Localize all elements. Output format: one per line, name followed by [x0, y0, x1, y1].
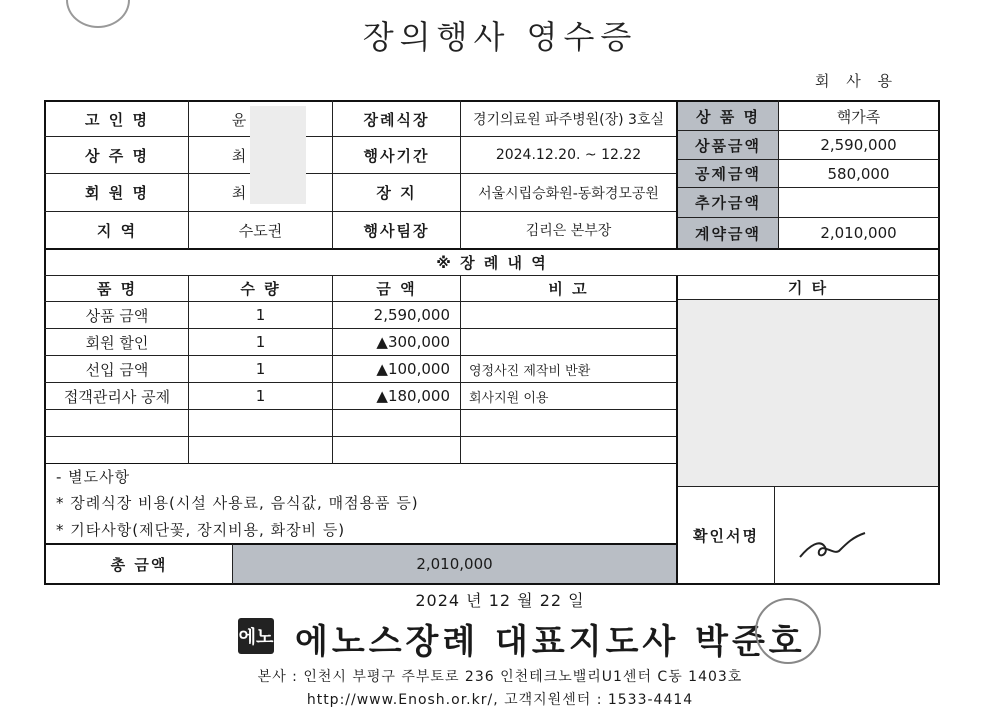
col-line — [774, 486, 775, 584]
header-qty: 수 량 — [240, 280, 281, 298]
seal-stamp — [755, 598, 821, 664]
note-line: * 기타사항(제단꽃, 장지비용, 화장비 등) — [56, 521, 346, 539]
label-deduction: 공제금액 — [678, 160, 778, 187]
value-event-period: 2024.12.20. ~ 12.22 — [495, 147, 642, 163]
detail-note — [461, 329, 676, 355]
detail-qty: 1 — [255, 306, 266, 324]
label-member: 회 원 명 — [85, 184, 149, 202]
value-funeral-hall: 경기의료원 파주병원(장) 3호실 — [472, 112, 665, 128]
label-funeral-hall: 장례식장 — [363, 110, 430, 129]
detail-qty: 1 — [255, 387, 266, 405]
value-chief-mourner: 최 — [231, 146, 247, 165]
section-line — [44, 463, 676, 464]
document-title: 장의행사 영수증 — [362, 18, 638, 56]
company-name: 에노스장례 대표지도사 박준호 — [295, 622, 806, 662]
total-label: 총 금액 — [110, 555, 168, 574]
value-product: 핵가족 — [836, 107, 881, 126]
detail-item: 접객관리사 공제 — [63, 387, 171, 406]
label-burial-site: 장 지 — [376, 184, 417, 202]
header-note: 비 고 — [548, 280, 589, 298]
header-etc: 기 타 — [787, 279, 829, 297]
header-amount: 금 액 — [376, 280, 417, 298]
label-additional: 추가금액 — [678, 188, 778, 217]
detail-qty: 1 — [255, 333, 266, 351]
value-additional — [779, 188, 938, 217]
detail-item: 상품 금액 — [85, 306, 149, 325]
value-member: 최 — [231, 184, 247, 202]
label-chief-mourner: 상 주 명 — [85, 146, 149, 165]
value-burial-site: 서울시립승화원-동화경모공원 — [478, 185, 659, 202]
company-contact: http://www.Enosh.or.kr/, 고객지원센터 : 1533-4414 — [306, 692, 694, 708]
label-team-leader: 행사팀장 — [363, 221, 430, 240]
value-product-amount: 2,590,000 — [820, 136, 897, 154]
label-region: 지 역 — [96, 221, 138, 240]
detail-amount: 2,590,000 — [373, 306, 450, 324]
header-item: 품 명 — [96, 280, 138, 298]
detail-amount: ▲180,000 — [376, 387, 450, 405]
detail-note — [461, 302, 676, 328]
detail-amount: ▲100,000 — [376, 360, 450, 378]
label-deceased: 고 인 명 — [85, 110, 149, 129]
label-event-period: 행사기간 — [363, 146, 430, 165]
detail-note: 영정사진 제작비 반환 — [469, 363, 591, 379]
table-border-bottom — [44, 583, 940, 585]
detail-item: 선입 금액 — [85, 360, 149, 379]
issue-date: 2024 년 12 월 22 일 — [415, 591, 585, 610]
table-border-right — [938, 100, 940, 584]
section-title: ※ 장 례 내 역 — [436, 254, 548, 272]
note-line: - 별도사항 — [56, 468, 131, 486]
value-team-leader: 김리은 본부장 — [525, 223, 612, 239]
value-deduction: 580,000 — [827, 164, 890, 183]
row-line — [44, 436, 676, 437]
row-line — [44, 409, 676, 410]
total-value: 2,010,000 — [233, 545, 676, 583]
detail-item: 회원 할인 — [85, 333, 149, 352]
note-line: * 장례식장 비용(시설 사용료, 음식값, 매점용품 등) — [56, 494, 419, 512]
signature-image — [795, 525, 875, 565]
detail-note: 회사지원 이용 — [469, 390, 549, 406]
value-region: 수도권 — [238, 221, 283, 240]
redacted-block — [678, 300, 938, 486]
company-logo: 에노 — [238, 618, 274, 654]
detail-amount: ▲300,000 — [376, 333, 450, 351]
label-product: 상 품 명 — [678, 102, 778, 130]
detail-qty: 1 — [255, 360, 266, 378]
label-product-amount: 상품금액 — [678, 131, 778, 159]
redacted-block — [250, 106, 306, 204]
confirm-signature-label: 확인서명 — [693, 526, 759, 545]
label-contract-amount: 계약금액 — [678, 218, 778, 248]
value-contract-amount: 2,010,000 — [820, 224, 897, 242]
copy-label: 회 사 용 — [815, 72, 899, 90]
value-deceased: 윤 — [231, 110, 247, 129]
company-address: 본사 : 인천시 부평구 주부토로 236 인천테크노밸리U1센터 C동 1403호 — [257, 669, 743, 685]
